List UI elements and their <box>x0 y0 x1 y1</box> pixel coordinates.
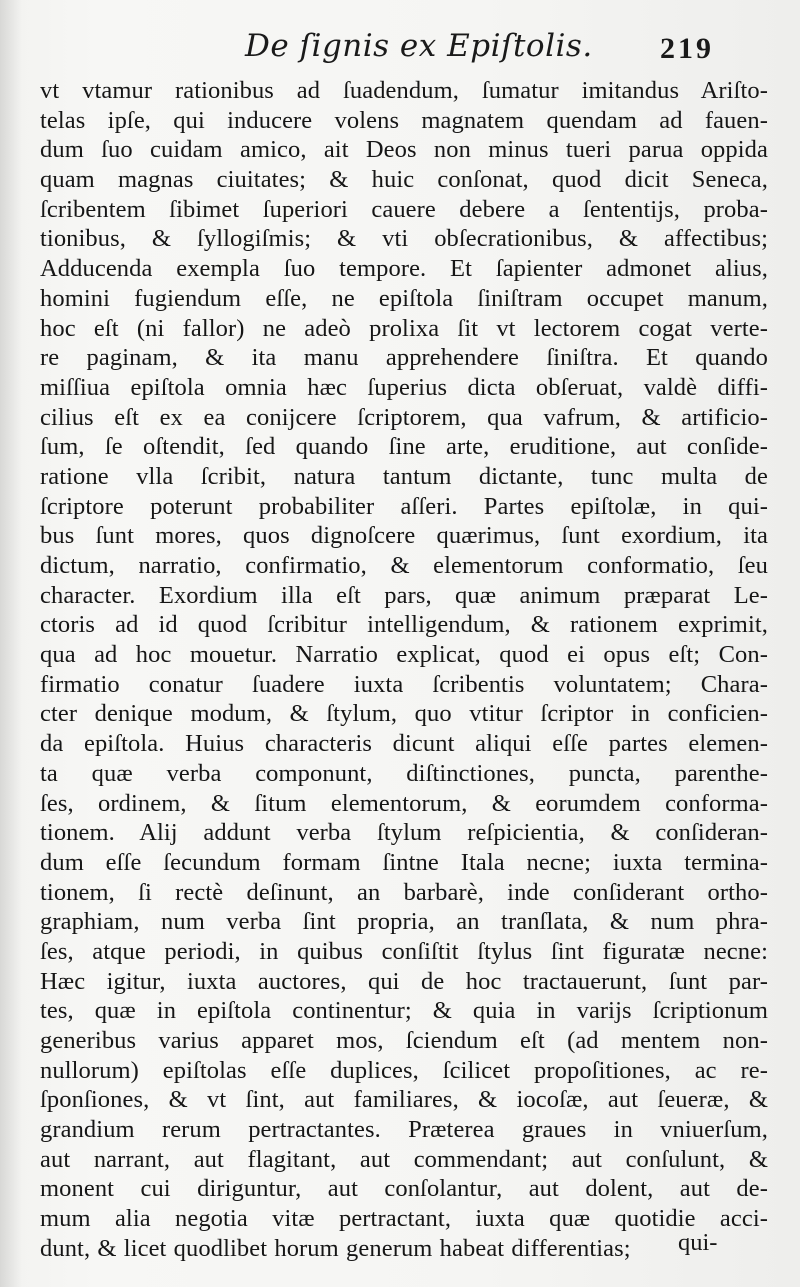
text-line: vt vtamur rationibus ad ſuadendum, ſumatur imitandus Ariſto- <box>40 77 768 104</box>
text-line: character. Exordium illa eſt pars, quæ animum præparat Le- <box>40 581 768 609</box>
text-line: firmatio conatur ſuadere iuxta ſcribentis voluntatem; Chara- <box>40 670 768 698</box>
text-line: Hæc igitur, iuxta auctores, qui de hoc tractauerunt, ſunt par- <box>40 967 768 995</box>
text-line: qua ad hoc mouetur. Narratio explicat, quod ei opus eſt; Con- <box>40 641 768 669</box>
text-line: ſes, atque periodi, in quibus conſiſtit ſtylus ſint figuratæ necne: <box>40 937 768 965</box>
page-header <box>0 18 800 78</box>
text-line: monent cui diriguntur, aut conſolantur, aut dolent, aut de- <box>40 1175 768 1203</box>
text-line: tionibus, & ſyllogiſmis; & vti obſecrationibus, & affectibus; <box>40 225 768 253</box>
running-title: De ſignis ex Epiſtolis. <box>245 28 593 64</box>
text-line: ſum, ſe oſtendit, ſed quando ſine arte, eruditione, aut conſide- <box>40 433 768 461</box>
text-line: tionem, ſi rectè deſinunt, an barbarè, inde conſiderant ortho- <box>40 878 768 906</box>
text-line: ſcribentem ſibimet ſuperiori cauere debere a ſententijs, proba- <box>40 195 768 223</box>
text-line: miſſiua epiſtola omnia hæc ſuperius dicta obſeruat, valdè diffi- <box>40 373 768 401</box>
text-line: ſcriptore poterunt probabiliter aſſeri. Partes epiſtolæ, in qui- <box>40 492 768 520</box>
text-line: hoc eſt (ni fallor) ne adeò prolixa ſit vt lectorem cogat verte- <box>40 314 768 342</box>
text-line: cilius eſt ex ea conijcere ſcriptorem, qua vafrum, & artificio- <box>40 403 768 431</box>
text-line: ſes, ordinem, & ſitum elementorum, & eorumdem conforma- <box>40 789 768 817</box>
catchword: qui- <box>678 1229 718 1256</box>
text-line: bus ſunt mores, quos dignoſcere quærimus, ſunt exordium, ita <box>40 522 768 550</box>
text-line: Adducenda exempla ſuo tempore. Et ſapienter admonet alius, <box>40 255 768 283</box>
text-line: quam magnas ciuitates; & huic conſonat, quod dicit Seneca, <box>40 166 768 194</box>
text-line: ratione vlla ſcribit, natura tantum dictante, tunc multa de <box>40 462 768 490</box>
text-line: grandium rerum pertractantes. Præterea graues in vniuerſum, <box>40 1116 768 1144</box>
text-line: re paginam, & ita manu apprehendere ſiniſtra. Et quando <box>40 344 768 372</box>
text-line: da epiſtola. Huius characteris dicunt aliqui eſſe partes elemen- <box>40 730 768 758</box>
page-number: 219 <box>660 32 714 65</box>
text-line: mum alia negotia vitæ pertractant, iuxta quæ quotidie acci- <box>40 1205 768 1233</box>
text-line: dictum, narratio, confirmatio, & elementorum conformatio, ſeu <box>40 552 768 579</box>
gutter-shadow <box>0 0 22 1287</box>
text-line: ta quæ verba componunt, diſtinctiones, puncta, parenthe- <box>40 759 768 787</box>
text-line: tes, quæ in epiſtola continentur; & quia in varijs ſcriptionum <box>40 997 768 1025</box>
text-line: aut narrant, aut flagitant, aut commendant; aut conſulunt, & <box>40 1145 768 1173</box>
text-line: telas ipſe, qui inducere volens magnatem quendam ad fauen- <box>40 106 768 134</box>
text-line: nullorum) epiſtolas eſſe duplices, ſcilicet propoſitiones, ac re- <box>40 1056 768 1084</box>
text-line: tionem. Alij addunt verba ſtylum reſpicientia, & conſideran- <box>40 819 768 847</box>
text-line: ctoris ad id quod ſcribitur intelligendum, & rationem exprimit, <box>40 611 768 639</box>
text-line: ſponſiones, & vt ſint, aut familiares, & iocoſæ, aut ſeueræ, & <box>40 1086 768 1114</box>
text-line: dum ſuo cuidam amico, ait Deos non minus tueri parua oppida <box>40 136 768 164</box>
text-line: cter denique modum, & ſtylum, quo vtitur ſcriptor in conficien- <box>40 700 768 728</box>
text-line: dum eſſe ſecundum formam ſintne Itala necne; iuxta termina- <box>40 848 768 876</box>
text-line: generibus varius apparet mos, ſciendum eſt (ad mentem non- <box>40 1027 768 1054</box>
text-line: homini fugiendum eſſe, ne epiſtola ſiniſtram occupet manum, <box>40 284 768 312</box>
body-text <box>40 76 768 1264</box>
text-line: graphiam, num verba ſint propria, an tranſlata, & num phra- <box>40 908 768 936</box>
text-line: dunt, & licet quodlibet horum generum habeat differentias; <box>40 1234 631 1262</box>
